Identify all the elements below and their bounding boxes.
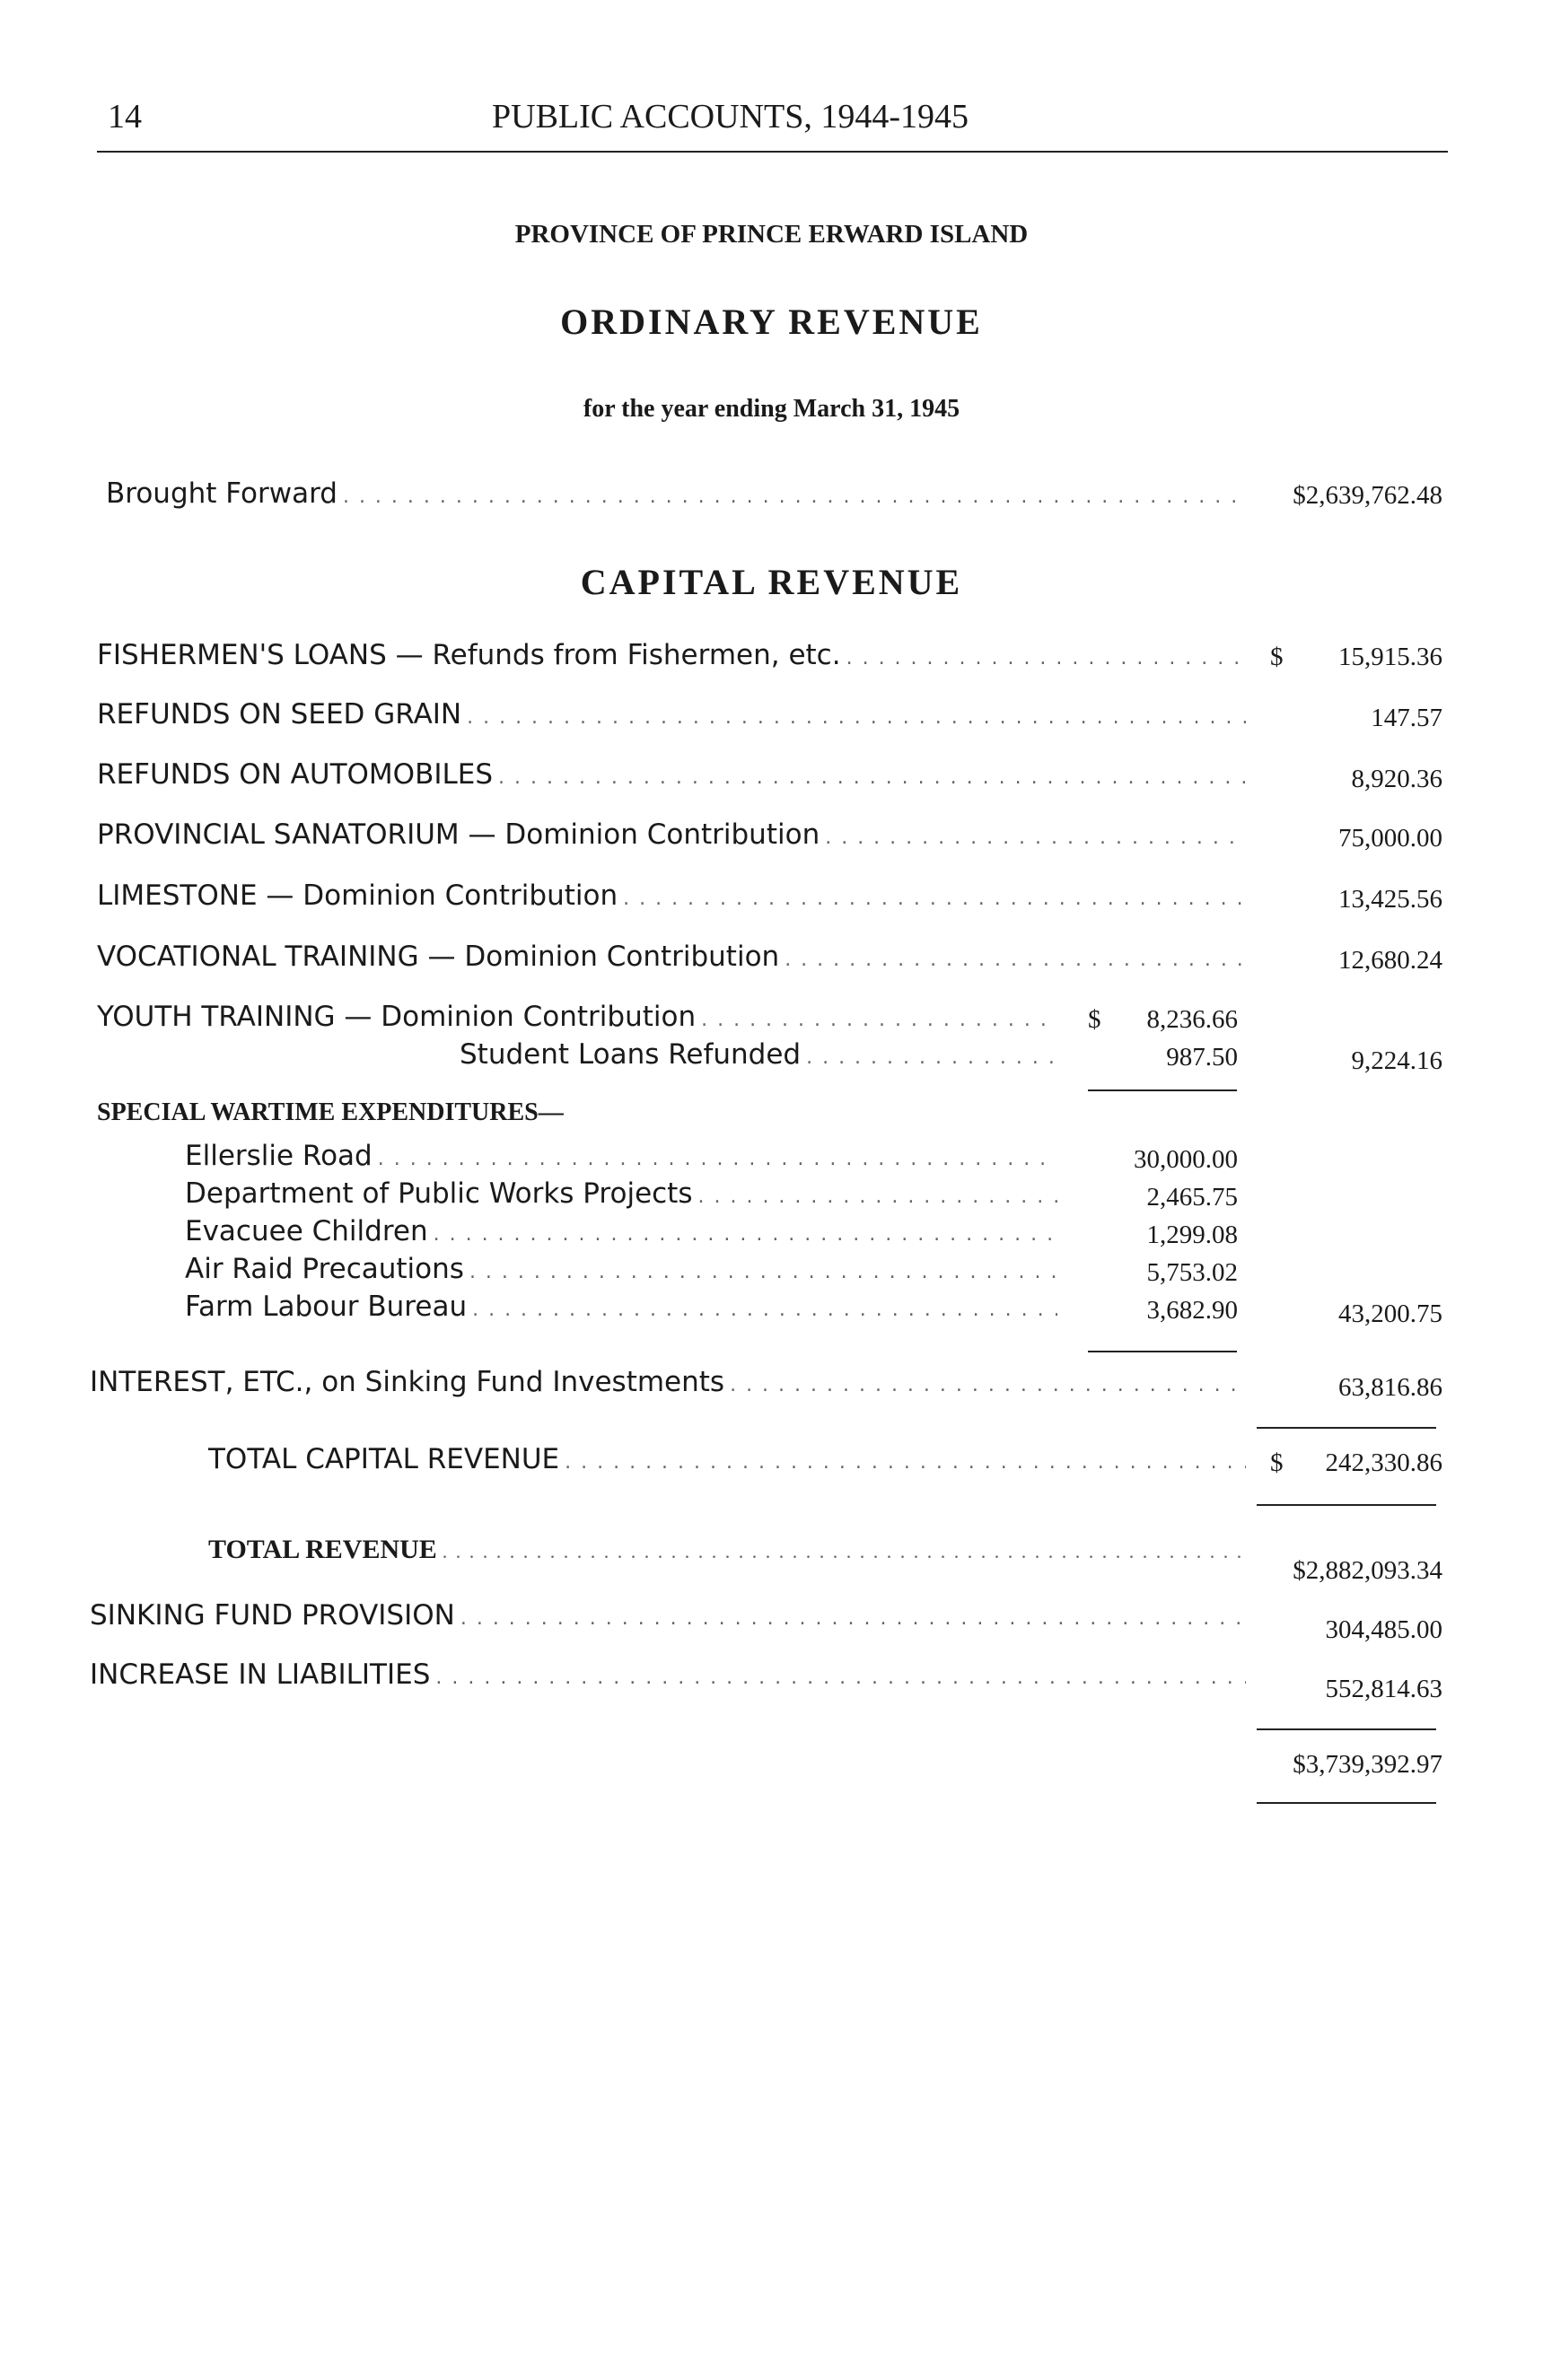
capital-item-amount: 12,680.24 — [1338, 946, 1442, 975]
wartime-item-amount: 30,000.00 — [1134, 1145, 1238, 1174]
wartime-heading: SPECIAL WARTIME EXPENDITURES— — [97, 1098, 564, 1126]
total-rule — [1257, 1504, 1436, 1506]
youth-training-total: 9,224.16 — [1351, 1046, 1442, 1075]
capital-item-row — [97, 941, 1246, 976]
capital-item-amount: 75,000.00 — [1338, 824, 1442, 853]
dot-leader — [693, 1186, 1058, 1208]
total-capital-amount: 242,330.86 — [1325, 1448, 1442, 1477]
interest-amount: 63,816.86 — [1338, 1373, 1442, 1402]
liabilities-label: INCREASE IN LIABILITIES — [90, 1658, 431, 1691]
capital-item-label: REFUNDS ON AUTOMOBILES — [97, 758, 494, 791]
wartime-item-row — [185, 1140, 1057, 1176]
liabilities-row — [90, 1658, 1246, 1694]
liabilities-amount: 552,814.63 — [1325, 1675, 1442, 1703]
student-loans-amount: 987.50 — [1166, 1043, 1238, 1072]
wartime-item-row — [185, 1177, 1057, 1213]
wartime-item-label: Air Raid Precautions — [185, 1253, 464, 1285]
brought-forward-amount: $2,639,762.48 — [1293, 481, 1442, 510]
page-number: 14 — [108, 98, 142, 136]
wartime-item-row — [185, 1215, 1057, 1251]
sinking-fund-row — [90, 1599, 1246, 1635]
wartime-item-amount: 3,682.90 — [1146, 1296, 1238, 1325]
dot-leader — [779, 949, 1246, 971]
dot-leader — [437, 1540, 1246, 1563]
header-rule — [97, 151, 1448, 153]
grand-total-amount: $3,739,392.97 — [1293, 1750, 1442, 1779]
dot-leader — [696, 1009, 1057, 1031]
wartime-item-amount: 1,299.08 — [1146, 1221, 1238, 1249]
capital-item-amount: 13,425.56 — [1338, 885, 1442, 914]
capital-item-label: REFUNDS ON SEED GRAIN — [97, 698, 462, 731]
total-revenue-row — [208, 1535, 1246, 1571]
brought-forward-label: Brought Forward — [106, 477, 338, 510]
total-rule — [1257, 1802, 1436, 1804]
total-rule — [1257, 1427, 1436, 1429]
total-capital-row — [208, 1443, 1246, 1479]
capital-item-amount: 147.57 — [1371, 704, 1442, 732]
dot-leader — [724, 1374, 1246, 1396]
wartime-item-label: Evacuee Children — [185, 1215, 428, 1247]
brought-forward-row — [106, 477, 1246, 513]
student-loans-row — [460, 1038, 1057, 1074]
wartime-item-amount: 5,753.02 — [1146, 1258, 1238, 1287]
total-capital-label: TOTAL CAPITAL REVENUE — [208, 1443, 560, 1475]
currency-symbol: $ — [1270, 643, 1284, 671]
capital-item-row — [97, 758, 1246, 794]
capital-item-amount: 15,915.36 — [1338, 643, 1442, 671]
dot-leader — [373, 1148, 1057, 1170]
youth-training-label: YOUTH TRAINING — Dominion Contribution — [97, 1001, 697, 1033]
section-title: ORDINARY REVENUE — [560, 302, 983, 342]
capital-item-row — [97, 639, 1246, 675]
total-rule — [1257, 1728, 1436, 1730]
wartime-item-amount: 2,465.75 — [1146, 1183, 1238, 1212]
dot-leader — [559, 1451, 1246, 1474]
wartime-item-label: Ellerslie Road — [185, 1140, 373, 1172]
youth-training-row — [97, 1001, 1057, 1037]
period-subtitle: for the year ending March 31, 1945 — [583, 395, 960, 423]
dot-leader — [493, 766, 1246, 789]
capital-revenue-heading: CAPITAL REVENUE — [580, 562, 963, 602]
dot-leader — [430, 1667, 1246, 1689]
dot-leader — [820, 827, 1246, 849]
capital-item-label: LIMESTONE — Dominion Contribution — [97, 879, 618, 912]
dot-leader — [467, 1299, 1057, 1321]
capital-item-label: VOCATIONAL TRAINING — Dominion Contribution — [97, 941, 780, 973]
capital-item-row — [97, 879, 1246, 915]
wartime-item-row — [185, 1291, 1057, 1326]
capital-item-label: PROVINCIAL SANATORIUM — Dominion Contribution — [97, 818, 820, 851]
wartime-item-label: Farm Labour Bureau — [185, 1291, 468, 1323]
subtotal-rule — [1088, 1089, 1237, 1091]
dot-leader — [338, 486, 1246, 508]
wartime-total: 43,200.75 — [1338, 1299, 1442, 1328]
dot-leader — [464, 1261, 1057, 1283]
capital-item-amount: 8,920.36 — [1351, 765, 1442, 793]
dot-leader — [461, 706, 1246, 729]
sinking-fund-amount: 304,485.00 — [1325, 1615, 1442, 1644]
dot-leader — [428, 1223, 1057, 1246]
capital-item-label: FISHERMEN'S LOANS — Refunds from Fishermen, etc. — [97, 639, 841, 671]
youth-training-amount: 8,236.66 — [1146, 1005, 1238, 1034]
currency-symbol: $ — [1270, 1448, 1284, 1477]
total-revenue-label: TOTAL REVENUE — [208, 1535, 437, 1564]
total-revenue-amount: $2,882,093.34 — [1293, 1556, 1442, 1585]
currency-symbol: $ — [1088, 1005, 1101, 1034]
wartime-item-row — [185, 1253, 1057, 1289]
dot-leader — [841, 647, 1246, 669]
running-title: PUBLIC ACCOUNTS, 1944-1945 — [492, 98, 969, 136]
province-title: PROVINCE OF PRINCE ERWARD ISLAND — [514, 220, 1029, 249]
dot-leader — [618, 888, 1246, 910]
capital-item-row — [97, 698, 1246, 734]
dot-leader — [801, 1046, 1057, 1069]
dot-leader — [455, 1607, 1246, 1630]
interest-label: INTEREST, ETC., on Sinking Fund Investments — [90, 1366, 725, 1398]
capital-item-row — [97, 818, 1246, 854]
student-loans-label: Student Loans Refunded — [460, 1038, 802, 1071]
wartime-item-label: Department of Public Works Projects — [185, 1177, 693, 1210]
interest-row — [90, 1366, 1246, 1402]
subtotal-rule — [1088, 1351, 1237, 1352]
sinking-fund-label: SINKING FUND PROVISION — [90, 1599, 455, 1632]
